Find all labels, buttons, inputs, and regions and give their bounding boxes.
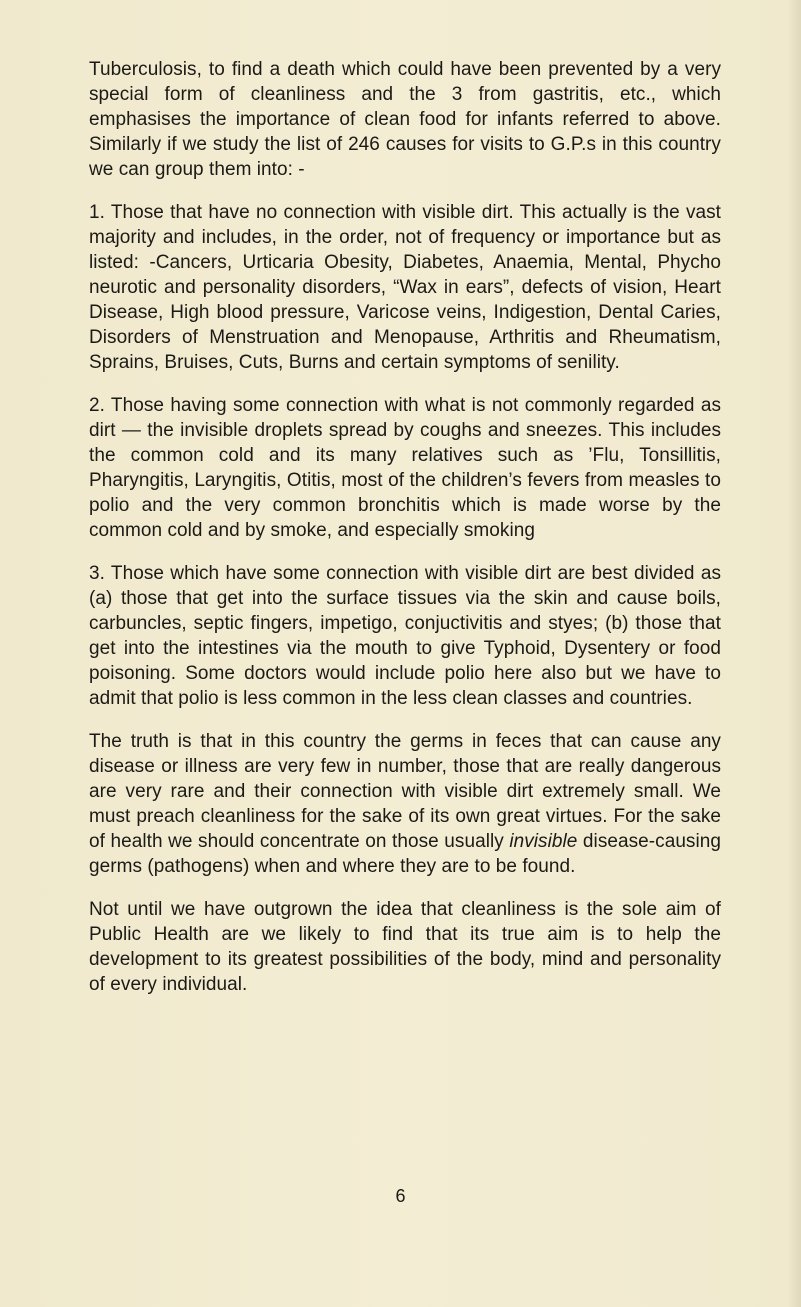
truth-text-end: disease-causing germs (pathogens) when and where they are to be found. bbox=[89, 831, 721, 877]
paragraph-truth bbox=[89, 729, 721, 879]
paragraph-closing: Not until we have outgrown the idea that cleanliness is the sole aim of Public Health are we likely to find that its true aim is to help the development to its greatest possibilities of the body, mind and personality of every individual. bbox=[89, 899, 721, 995]
paragraph-tuberculosis: Tuberculosis, to find a death which could have been prevented by a very special form of cleanliness and the 3 from gastritis, etc., which emphasises the importance of clean food for infants referred to above. Similarly if we study the list of 246 causes for visits to G.P.s in this country we can group them into: - bbox=[89, 59, 721, 180]
page-number: 6 bbox=[395, 1186, 406, 1206]
truth-text-italic: invisible bbox=[509, 831, 578, 852]
paragraph-group-1: 1. Those that have no connection with visible dirt. This actually is the vast majority and includes, in the order, not of frequency or importance but as listed: -Cancers, Urticaria Obesity, Diabetes, Anaemia, Mental, Phycho neurotic and personality disorders, “Wax in ears”, defects of vision, Heart Disease, High blood pressure, Varicose veins, Indigestion, Dental Caries, Disorders of Menstruation and Menopause, Arthritis and Rheumatism, Sprains, Bruises, Cuts, Burns and certain symptoms of senility. bbox=[89, 202, 721, 373]
truth-text-start: The truth is that in this country the germs in feces that can cause any disease or illness are very few in number, those that are really dangerous are very rare and their connection with visible dirt extremely small. We must preach cleanliness for the sake of its own great virtues. For the sake of health we should concentrate on those usually bbox=[89, 731, 721, 852]
page-edge-shadow bbox=[787, 0, 801, 1307]
paragraph-group-3: 3. Those which have some connection with visible dirt are best divided as (a) those that get into the surface tissues via the skin and cause boils, carbuncles, septic fingers, impetigo, conjuctivitis and styes; (b) those that get into the intestines via the mouth to give Typhoid, Dysentery or food poisoning. Some doctors would include polio here also but we have to admit that polio is less common in the less clean classes and countries. bbox=[89, 563, 721, 709]
paragraph-group-2: 2. Those having some connection with what is not commonly regarded as dirt — the invisible droplets spread by coughs and sneezes. This includes the common cold and its many relatives such as ’Flu, Tonsillitis, Pharyngitis, Laryngitis, Otitis, most of the children’s fevers from measles to polio and the very common bronchitis which is made worse by the common cold and by smoke, and especially smoking bbox=[89, 395, 721, 541]
page-body bbox=[89, 57, 721, 1015]
